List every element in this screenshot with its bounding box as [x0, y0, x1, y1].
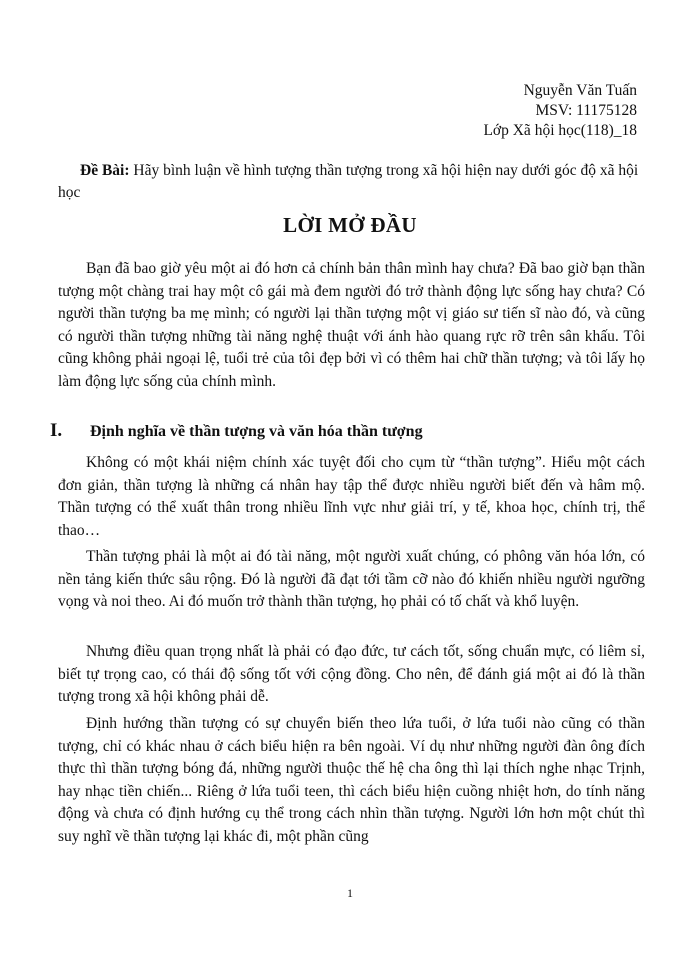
section-title: Định nghĩa về thần tượng và văn hóa thần tượng: [90, 423, 423, 440]
class-name: Lớp Xã hội học(118)_18: [483, 122, 637, 139]
assignment-prompt: [58, 160, 648, 204]
section-number: I.: [50, 420, 63, 441]
student-id: MSV: 11175128: [535, 102, 637, 119]
page-number: 1: [347, 886, 353, 900]
section-paragraph-2: Thần tượng phải là một ai đó tài năng, một người xuất chúng, có phông văn hóa lớn, có nền tảng kiến thức sâu rộng. Đó là người đã đạt tới tầm cỡ nào đó khiến nhiều người ngưỡng vọng và noi theo. Ai đó muốn trở thành thần tượng, họ phải có tố chất và khổ luyện.: [58, 548, 645, 611]
section-paragraph-1: Không có một khái niệm chính xác tuyệt đối cho cụm từ “thần tượng”. Hiểu một cách đơn giản, thần tượng là những cá nhân hay tập thể được nhiều người biết đến và hâm mộ. Thần tượng có thể xuất thân trong nhiều lĩnh vực như giải trí, y tế, khoa học, chính trị, thể thao…: [58, 454, 645, 539]
page-title: LỜI MỞ ĐẦU: [283, 213, 417, 237]
author-block: [483, 81, 637, 141]
author-name: Nguyễn Văn Tuấn: [523, 82, 637, 99]
section-paragraph-3: Nhưng điều quan trọng nhất là phải có đạo đức, tư cách tốt, sống chuẩn mực, có liêm sỉ, biết tự trọng cao, có thái độ sống tốt với cộng đồng. Cho nên, để đánh giá một ai đó là thần tượng trong xã hội không phải dễ.: [58, 643, 645, 706]
assignment-label: Đề Bài:: [80, 162, 130, 179]
section-paragraph-4: Định hướng thần tượng có sự chuyển biến theo lứa tuổi, ở lứa tuổi nào cũng có thần tượng, chỉ có khác nhau ở cách biểu hiện ra bên ngoài. Ví dụ như những người đàn ông đích thực thì thần tượng bóng đá, những người thuộc thế hệ cha ông thì lại thích nghe nhạc Trịnh, hay nhạc tiền chiến... Riêng ở lứa tuổi teen, thì cách biểu hiện cuồng nhiệt hơn, do tính năng động và chưa có định hướng cụ thể trong cách nhìn thần tượng. Người lớn hơn một chút thì suy nghĩ về thần tượng lại khác đi, một phần cũng: [58, 715, 645, 845]
section-heading: [50, 420, 423, 442]
assignment-text: Hãy bình luận về hình tượng thần tượng trong xã hội hiện nay dưới góc độ xã hội học: [58, 162, 639, 201]
intro-paragraph: Bạn đã bao giờ yêu một ai đó hơn cả chính bản thân mình hay chưa? Đã bao giờ bạn thần tượng một chàng trai hay một cô gái mà đem người đó trở thành động lực sống hay chưa? Có người thần tượng ba mẹ mình; có người lại thần tượng một vị giáo sư tiến sĩ nào đó, và cũng có người thần tượng những tài năng nghệ thuật với ánh hào quang rực rỡ trên sân khấu. Tôi cũng không phải ngoại lệ, tuổi trẻ của tôi đẹp bởi vì có thêm hai chữ thần tượng; và tôi lấy họ làm động lực sống của chính mình.: [58, 260, 645, 390]
